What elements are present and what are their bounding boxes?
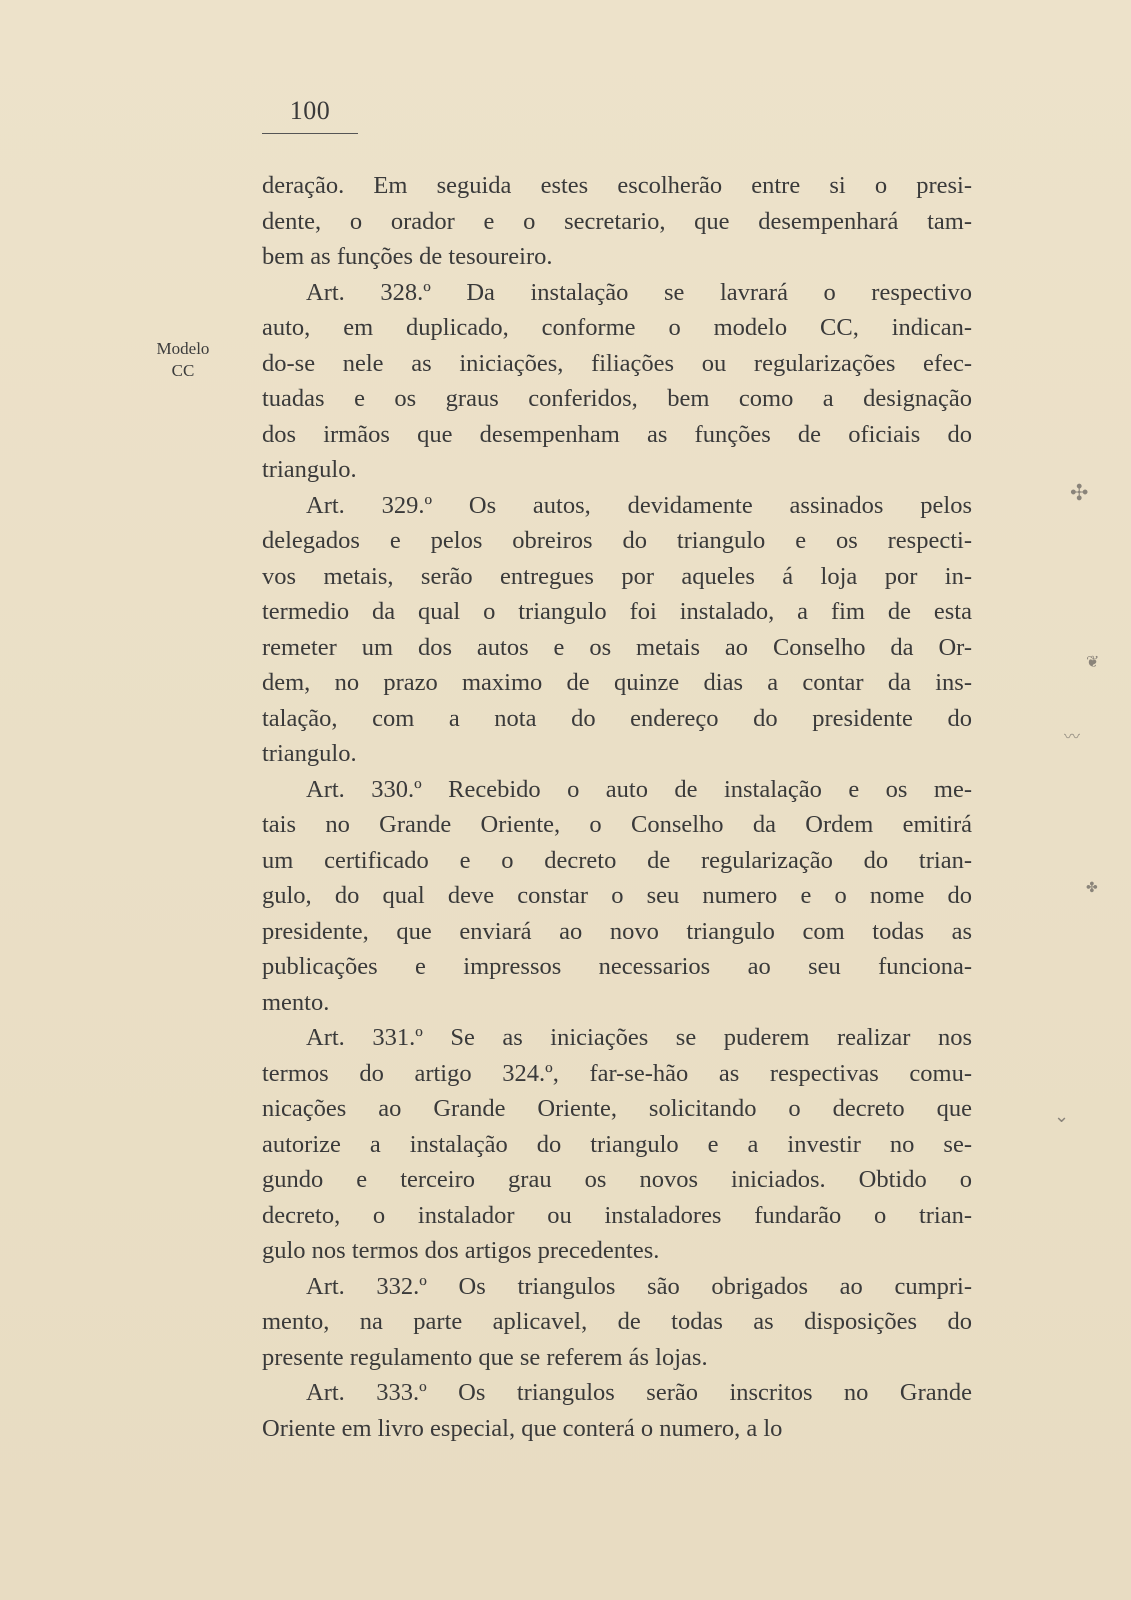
page-number-rule: [262, 133, 358, 134]
text-line: gulo, do qual deve constar o seu numero e o nome do: [262, 882, 972, 909]
text-line: Oriente em livro especial, que conterá o numero, a lo: [262, 1414, 783, 1442]
text-line: Art. 331.º Se as iniciações se puderem realizar nos: [306, 1024, 972, 1051]
edge-stain-mark: ✤: [1086, 881, 1098, 896]
text-line: Art. 333.º Os triangulos serão inscritos no Grande: [306, 1379, 972, 1406]
edge-stain-mark: ✣: [1070, 480, 1089, 505]
margin-note-line-2: CC: [171, 361, 195, 380]
text-line: publicações e impressos necessarios ao seu funciona-: [262, 953, 972, 980]
text-line: mento.: [262, 988, 330, 1016]
text-line: remeter um dos autos e os metais ao Conselho da Or-: [262, 633, 972, 661]
text-line: Art. 328.º Da instalação se lavrará o respectivo: [306, 278, 972, 306]
margin-note-line-1: Modelo: [156, 339, 210, 358]
text-line: triangulo.: [262, 740, 357, 767]
text-line: deração. Em seguida estes escolherão entre si o presi-: [262, 172, 972, 199]
text-line: Art. 332.º Os triangulos são obrigados ao cumpri-: [306, 1272, 972, 1300]
margin-note: [148, 338, 218, 382]
text-line: presente regulamento que se referem ás lojas.: [262, 1343, 708, 1371]
text-line: dem, no prazo maximo de quinze dias a contar da ins-: [262, 669, 972, 696]
text-line: termos do artigo 324.º, far-se-hão as respectivas comu-: [262, 1059, 972, 1087]
edge-stain-mark: ❦: [1086, 654, 1100, 671]
text-line: termedio da qual o triangulo foi instalado, a fim de esta: [262, 598, 972, 625]
text-line: Art. 330.º Recebido o auto de instalação e os me-: [306, 775, 972, 803]
text-line: gulo nos termos dos artigos precedentes.: [262, 1237, 660, 1264]
edge-stain-mark: 〰: [1064, 729, 1081, 746]
text-line: presidente, que enviará ao novo triangulo com todas as: [262, 917, 972, 945]
page-number: 100: [289, 96, 331, 125]
body-text: [262, 168, 972, 1446]
text-line: auto, em duplicado, conforme o modelo CC, indican-: [262, 314, 972, 341]
text-line: triangulo.: [262, 456, 357, 483]
text-line: dente, o orador e o secretario, que desempenhará tam-: [262, 207, 972, 235]
text-line: mento, na parte aplicavel, de todas as disposições do: [262, 1308, 972, 1335]
text-line: talação, com a nota do endereço do presidente do: [262, 704, 972, 732]
text-line: do-se nele as iniciações, filiações ou regularizações efec-: [262, 349, 972, 377]
text-line: um certificado e o decreto de regularização do trian-: [262, 846, 972, 874]
text-line: tuadas e os graus conferidos, bem como a designação: [262, 385, 972, 412]
text-line: bem as funções de tesoureiro.: [262, 243, 553, 270]
text-line: tais no Grande Oriente, o Conselho da Ordem emitirá: [262, 811, 972, 838]
text-line: autorize a instalação do triangulo e a investir no se-: [262, 1130, 972, 1158]
text-line: delegados e pelos obreiros do triangulo e os respecti-: [262, 527, 972, 554]
text-line: dos irmãos que desempenham as funções de oficiais do: [262, 420, 972, 448]
text-line: nicações ao Grande Oriente, solicitando o decreto que: [262, 1095, 972, 1122]
edge-stain-mark: ⌄: [1054, 1106, 1070, 1126]
text-line: vos metais, serão entregues por aqueles á loja por in-: [262, 562, 972, 590]
text-line: gundo e terceiro grau os novos iniciados. Obtido o: [262, 1166, 972, 1193]
text-line: Art. 329.º Os autos, devidamente assinados pelos: [306, 491, 972, 519]
text-line: decreto, o instalador ou instaladores fundarão o trian-: [262, 1201, 972, 1229]
